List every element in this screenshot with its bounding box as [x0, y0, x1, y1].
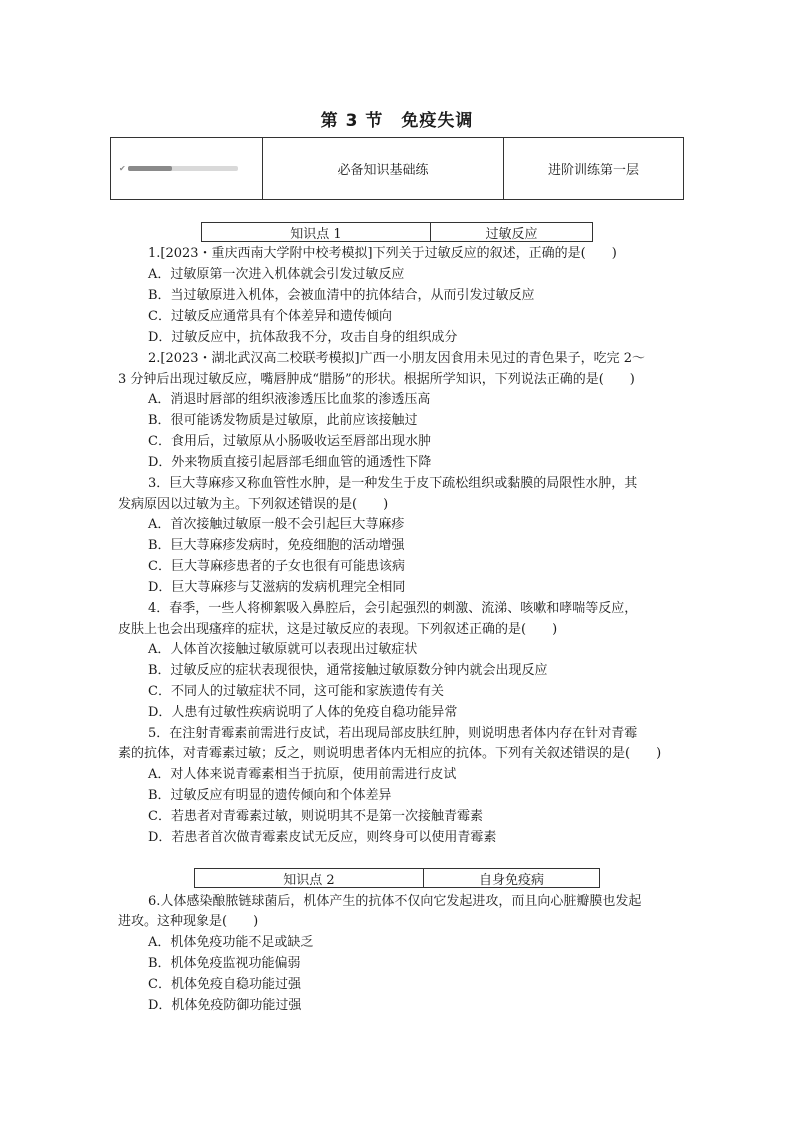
option-line: D．机体免疫防御功能过强 [148, 998, 302, 1013]
option-line: B．巨大荨麻疹发病时，免疫细胞的活动增强 [148, 538, 405, 553]
question-line: 发病原因以过敏为主。下列叙述错误的是( ) [118, 497, 389, 512]
option-line: A．机体免疫功能不足或缺乏 [148, 935, 314, 950]
knowledge-point-label: 知识点 2 [195, 869, 424, 887]
knowledge-point-label: 知识点 1 [202, 223, 431, 241]
progress-logo [128, 166, 238, 171]
option-line: B．机体免疫监视功能偏弱 [148, 956, 301, 971]
option-line: D．巨大荨麻疹与艾滋病的发病机理完全相同 [148, 580, 406, 595]
question-line: 1.[2023・重庆西南大学附中校考模拟]下列关于过敏反应的叙述，正确的是( ) [148, 246, 617, 261]
logo-cell [111, 138, 263, 199]
knowledge-point-topic: 自身免疫病 [478, 872, 544, 888]
option-line: C．不同人的过敏症状不同，这可能和家族遗传有关 [148, 684, 444, 699]
knowledge-point-topic: 过敏反应 [485, 226, 538, 242]
question-line: 5．在注射青霉素前需进行皮试，若出现局部皮肤红肿，则说明患者体内存在针对青霉 [148, 726, 638, 741]
option-line: D．若患者首次做青霉素皮试无反应，则终身可以使用青霉素 [148, 830, 497, 845]
question-line: 进攻。这种现象是( ) [118, 914, 259, 929]
option-line: C．机体免疫自稳功能过强 [148, 977, 301, 992]
question-line: 皮肤上也会出现瘙痒的症状，这是过敏反应的表现。下列叙述正确的是( ) [118, 622, 558, 637]
option-line: C．巨大荨麻疹患者的子女也很有可能患该病 [148, 559, 405, 574]
knowledge-point-2 [194, 868, 600, 888]
question-line: 素的抗体，对青霉素过敏；反之，则说明患者体内无相应的抗体。下列有关叙述错误的是( ) [118, 746, 662, 761]
header-right-label: 进阶训练第一层 [547, 163, 639, 178]
option-line: C．若患者对青霉素过敏，则说明其不是第一次接触青霉素 [148, 809, 483, 824]
check-icon: ✔ [119, 164, 126, 173]
option-line: A．对人体来说青霉素相当于抗原，使用前需进行皮试 [148, 767, 457, 782]
header-mid-label: 必备知识基础练 [263, 138, 504, 199]
option-line: A．首次接触过敏原一般不会引起巨大荨麻疹 [148, 517, 405, 532]
question-line: 3 分钟后出现过敏反应，嘴唇肿成“腊肠”的形状。根据所学知识，下列说法正确的是( ) [118, 372, 635, 387]
option-line: B．过敏反应有明显的遗传倾向和个体差异 [148, 788, 392, 803]
section-header-table [110, 137, 684, 200]
option-line: D．外来物质直接引起唇部毛细血管的通透性下降 [148, 455, 432, 470]
option-line: A．消退时唇部的组织液渗透压比血浆的渗透压高 [148, 392, 431, 407]
option-line: C．食用后，过敏原从小肠吸收运至唇部出现水肿 [148, 434, 431, 449]
question-line: 4．春季，一些人将柳絮吸入鼻腔后，会引起强烈的刺激、流涕、咳嗽和哮喘等反应， [148, 601, 638, 616]
option-line: B．过敏反应的症状表现很快，通常接触过敏原数分钟内就会出现反应 [148, 663, 548, 678]
option-line: D．人患有过敏性疾病说明了人体的免疫自稳功能异常 [148, 705, 458, 720]
option-line: D．过敏反应中，抗体敌我不分，攻击自身的组织成分 [148, 330, 458, 345]
option-line: B．很可能诱发物质是过敏原，此前应该接触过 [148, 413, 418, 428]
option-line: A．人体首次接触过敏原就可以表现出过敏症状 [148, 642, 418, 657]
knowledge-point-1 [201, 222, 593, 242]
option-line: B．当过敏原进入机体，会被血清中的抗体结合，从而引发过敏反应 [148, 288, 535, 303]
option-line: C．过敏反应通常具有个体差异和遗传倾向 [148, 309, 392, 324]
question-line: 3．巨大荨麻疹又称血管性水肿，是一种发生于皮下疏松组织或黏膜的局限性水肿，其 [148, 476, 638, 491]
page-title: 第 3 节 免疫失调 [320, 111, 474, 131]
question-line: 6.人体感染酿脓链球菌后，机体产生的抗体不仅向它发起进攻，而且向心脏瓣膜也发起 [148, 894, 642, 909]
question-line: 2.[2023・湖北武汉高二校联考模拟]广西一小朋友因食用未见过的青色果子，吃完 2～ [148, 351, 646, 366]
option-line: A．过敏原第一次进入机体就会引发过敏反应 [148, 267, 405, 282]
